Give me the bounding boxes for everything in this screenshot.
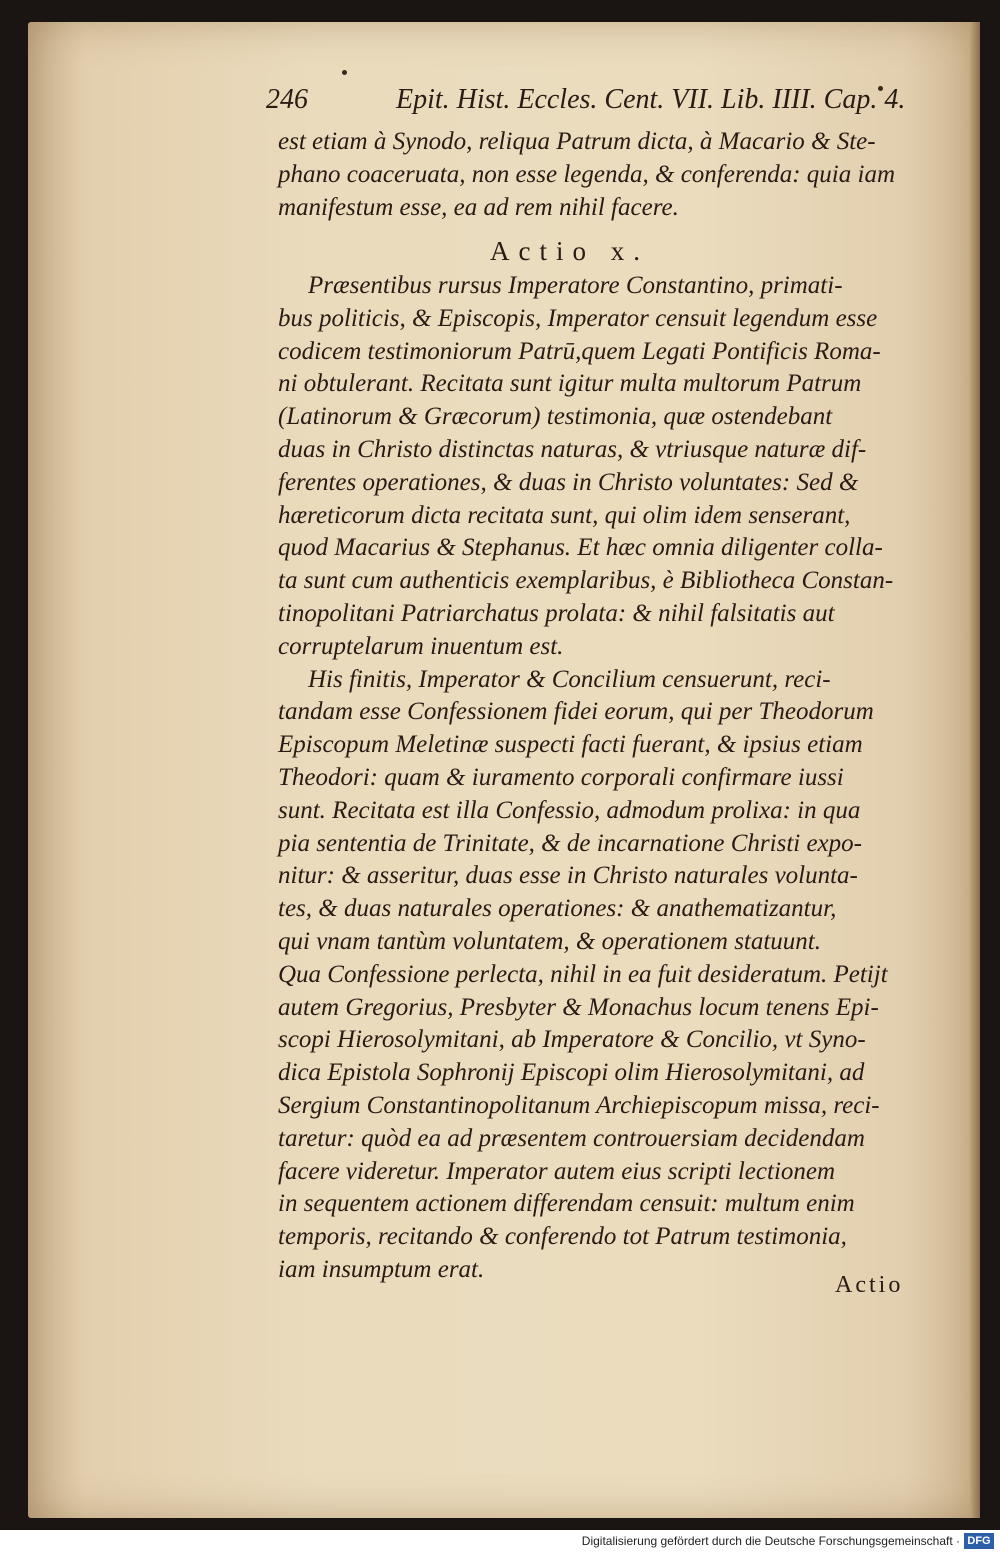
text-line: scopi Hierosolymitani, ab Imperatore & Concilio, vt Syno- <box>278 1026 866 1054</box>
text-line: tinopolitani Patriarchatus prolata: & nihil falsitatis aut <box>278 599 835 627</box>
footer-bar <box>0 1530 1000 1554</box>
text-line: sunt. Recitata est illa Confessio, admodum prolixa: in qua <box>278 796 861 824</box>
text-line: qui vnam tantùm voluntatem, & operationem statuunt. <box>278 927 822 955</box>
text-line: autem Gregorius, Presbyter & Monachus locum tenens Epi- <box>278 993 879 1021</box>
text-line: bus politicis, & Episcopis, Imperator censuit legendum esse <box>278 304 878 332</box>
text-line: Præsentibus rursus Imperatore Constantino, primati- <box>308 272 843 299</box>
text-line: temporis, recitando & conferendo tot Patrum testimonia, <box>278 1223 847 1251</box>
funding-credit: Digitalisierung gefördert durch die Deutsche Forschungsgemeinschaft · <box>581 1534 960 1548</box>
section-heading: Actio x. <box>490 236 649 266</box>
body-text-main <box>278 270 928 1287</box>
running-title: Epit. Hist. Eccles. Cent. VII. Lib. IIII. Cap. 4. <box>396 84 906 115</box>
text-line: ta sunt cum authenticis exemplaribus, è Bibliotheca Constan- <box>278 567 894 595</box>
text-line: est etiam à Synodo, reliqua Patrum dicta, à Macario & Ste- <box>278 128 876 155</box>
text-line: nitur: & asseritur, duas esse in Christo naturales volunta- <box>278 862 858 890</box>
text-line: hæreticorum dicta recitata sunt, qui olim idem senserant, <box>278 501 851 529</box>
text-line: Episcopum Meletinæ suspecti facti fuerant, & ipsius etiam <box>278 731 863 759</box>
text-line: manifestum esse, ea ad rem nihil facere. <box>278 193 679 221</box>
text-line: taretur: quòd ea ad præsentem controuersiam decidendam <box>278 1124 865 1152</box>
text-line: Sergium Constantinopolitanum Archiepiscopum missa, reci- <box>278 1091 880 1119</box>
text-line: Qua Confessione perlecta, nihil in ea fuit desideratum. Petijt <box>278 960 888 988</box>
ink-speck <box>342 70 347 75</box>
body-text-top <box>278 126 928 224</box>
page-number: 246 <box>266 84 308 115</box>
text-line: ni obtulerant. Recitata sunt igitur multa multorum Patrum <box>278 370 862 398</box>
page-edge <box>970 22 980 1518</box>
text-line: ferentes operationes, & duas in Christo voluntates: Sed & <box>278 468 859 496</box>
text-line: Theodori: quam & iuramento corporali confirmare iussi <box>278 763 844 791</box>
catchword: Actio <box>835 1272 904 1298</box>
text-line: in sequentem actionem differendam censuit: multum enim <box>278 1190 855 1218</box>
text-line: iam insumptum erat. <box>278 1255 485 1283</box>
text-line: duas in Christo distinctas naturas, & vtriusque naturæ dif- <box>278 435 867 463</box>
text-line: His finitis, Imperator & Concilium censuerunt, reci- <box>308 665 831 693</box>
text-line: (Latinorum & Græcorum) testimonia, quæ ostendebant <box>278 403 833 431</box>
text-line: corruptelarum inuentum est. <box>278 632 564 660</box>
text-line: tes, & duas naturales operationes: & anathematizantur, <box>278 895 837 923</box>
running-head <box>266 84 906 124</box>
text-line: codicem testimoniorum Patrū,quem Legati Pontificis Roma- <box>278 337 881 365</box>
text-line: tandam esse Confessionem fidei eorum, qui per Theodorum <box>278 698 874 726</box>
text-line: phano coaceruata, non esse legenda, & conferenda: quia iam <box>278 160 896 188</box>
text-line: quod Macarius & Stephanus. Et hæc omnia diligenter colla- <box>278 534 883 562</box>
text-line: facere videretur. Imperator autem eius scripti lectionem <box>278 1157 836 1185</box>
dfg-logo: DFG <box>964 1533 994 1549</box>
text-line: pia sententia de Trinitate, & de incarnatione Christi expo- <box>278 829 862 857</box>
text-line: dica Epistola Sophronij Episcopi olim Hierosolymitani, ad <box>278 1059 865 1087</box>
